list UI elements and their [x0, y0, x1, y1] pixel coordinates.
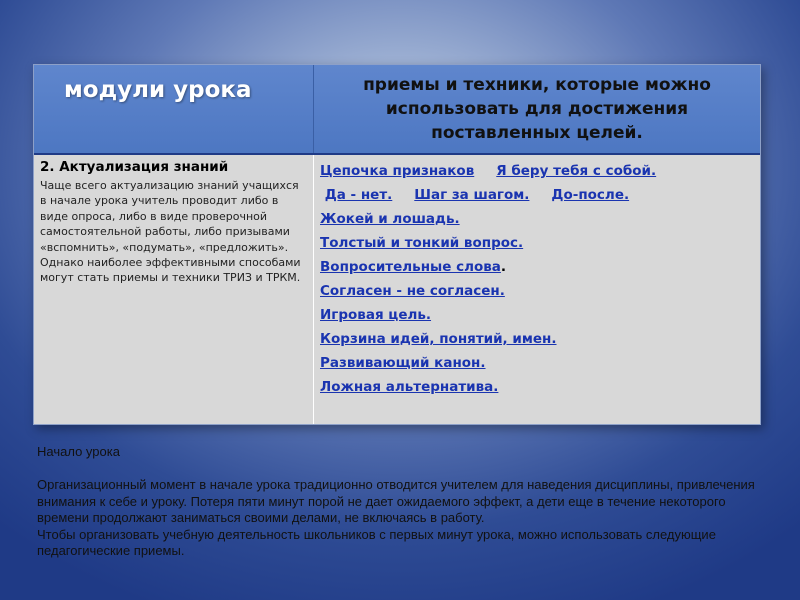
technique-link[interactable]: Вопросительные слова [320, 259, 501, 275]
paragraph: Организационный момент в начале урока традиционно отводится учителем для наведения дисциплины, привлечения внимания к себе и уроку. Потеря пяти минут порой не дает ожидаемого эффект, а дети еще в течение некоторого времени продолжают заниматься своими делами, не включаясь в работу. [37, 477, 755, 525]
technique-link[interactable]: Игровая цель. [320, 307, 432, 323]
technique-link[interactable]: Согласен - не согласен. [320, 283, 505, 299]
header-modules: модули урока [64, 77, 252, 103]
body-divider [313, 155, 314, 424]
section-heading: Начало урока [37, 444, 120, 459]
techniques-line-7 [320, 303, 755, 327]
blank-line [37, 461, 767, 478]
technique-link[interactable]: Да - нет. [324, 187, 393, 203]
techniques-line-10 [320, 375, 755, 399]
technique-link[interactable]: Корзина идей, понятий, имен. [320, 331, 557, 347]
techniques-line-8 [320, 327, 755, 351]
paragraph: Чтобы организовать учебную деятельность школьников с первых минут урока, можно использовать следующие педагогические приемы. [37, 526, 716, 558]
technique-link[interactable]: До-после. [551, 187, 630, 203]
technique-link[interactable]: Я беру тебя с собой. [496, 163, 657, 179]
techniques-cell [320, 159, 755, 399]
techniques-line-3 [320, 207, 755, 231]
module-cell [40, 159, 306, 286]
techniques-line-2 [320, 183, 755, 207]
technique-link[interactable]: Развивающий канон. [320, 355, 486, 371]
technique-link[interactable]: Ложная альтернатива. [320, 379, 499, 395]
techniques-line-6 [320, 279, 755, 303]
techniques-line-1 [320, 159, 755, 183]
lesson-start-text [37, 444, 767, 560]
modules-table [33, 64, 761, 425]
header-techniques: приемы и техники, которые можно использовать для достижения поставленных целей. [363, 75, 711, 143]
techniques-line-5 [320, 255, 755, 279]
module-title: 2. Актуализация знаний [40, 159, 229, 175]
techniques-line-9 [320, 351, 755, 375]
table-row [34, 155, 760, 424]
module-description: Чаще всего актуализацию знаний учащихся в начале урока учитель проводит либо в виде опроса, либо в виде проверочной самостоятельной работы, либо призывами «вспомнить», «подумать», «предложить». Однако наиболее эффективными способами могут стать приемы и техники ТРИЗ и ТРКМ. [40, 179, 301, 285]
table-header-row [34, 65, 760, 155]
technique-link[interactable]: Шаг за шагом. [414, 187, 530, 203]
technique-link[interactable]: Цепочка признаков [320, 163, 475, 179]
header-divider [313, 65, 314, 153]
technique-link[interactable]: Жокей и лошадь. [320, 211, 460, 227]
technique-punct: . [500, 259, 507, 275]
techniques-line-4 [320, 231, 755, 255]
technique-link[interactable]: Толстый и тонкий вопрос. [320, 235, 524, 251]
